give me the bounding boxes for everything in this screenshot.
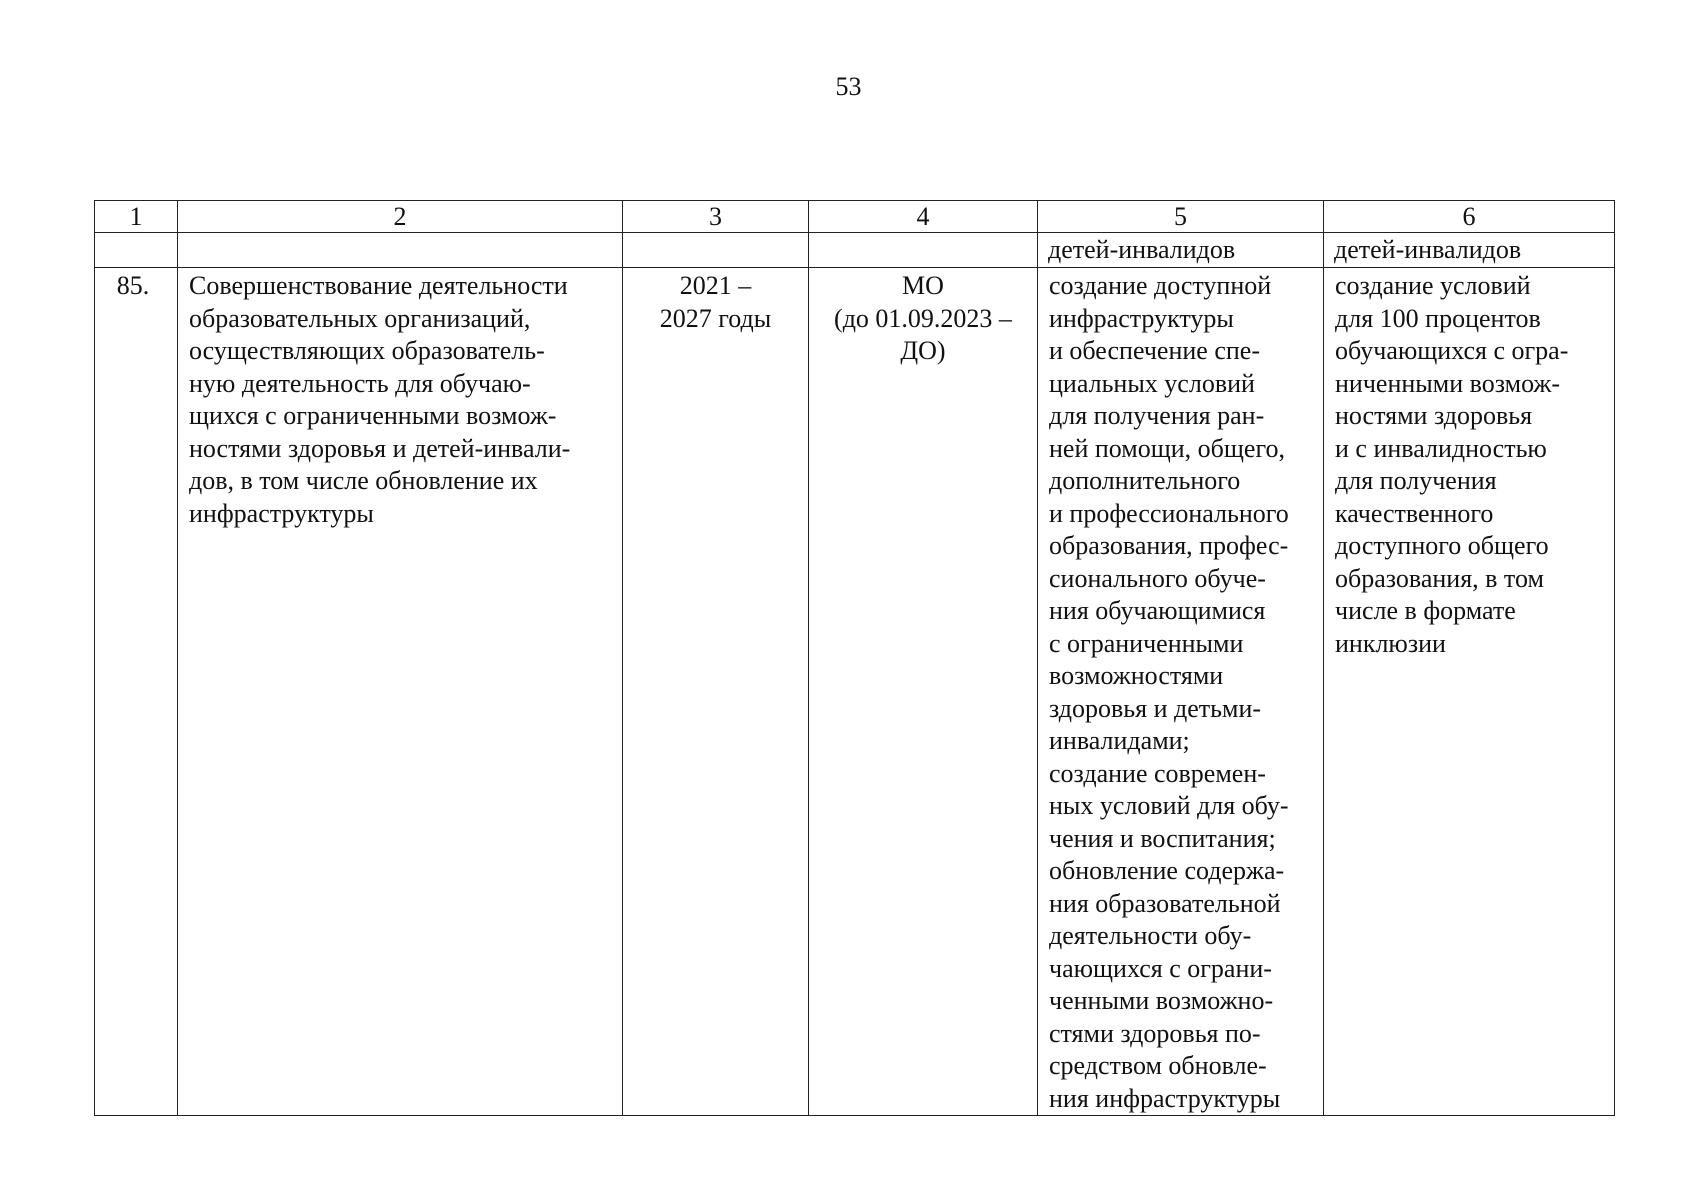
column-number: 5 (1038, 201, 1324, 233)
row-number: 85. (116, 271, 150, 300)
continuation-cell (95, 233, 178, 268)
event-cell (178, 268, 623, 1116)
continuation-cell: детей-инвалидов (1324, 233, 1615, 268)
column-number: 1 (95, 201, 178, 233)
row-number-cell (95, 268, 178, 1116)
responsible-cell (809, 268, 1038, 1116)
column-number-row (95, 201, 1615, 233)
continuation-cell (178, 233, 623, 268)
continuation-cell (809, 233, 1038, 268)
responsible-text: МО (до 01.09.2023 – ДО) (834, 271, 1012, 365)
period-text: 2021 – 2027 годы (659, 271, 772, 333)
column-number: 2 (178, 201, 623, 233)
measures-cell (1038, 268, 1324, 1116)
page-number: 53 (835, 72, 862, 101)
column-number: 3 (623, 201, 809, 233)
continuation-row (95, 233, 1615, 268)
table-row (95, 268, 1615, 1116)
event-text: Совершенствование деятельности образовательных организаций, осуществляющих образователь- ную деятельность для обучаю- щихся с ограниченными возмож- ностями здоровья и детей-инвали- дов, в том числе обновление их инфраструктуры (189, 271, 571, 528)
column-number: 6 (1324, 201, 1615, 233)
result-cell (1324, 268, 1615, 1116)
result-text: создание условий для 100 процентов обучающихся с огра- ниченными возмож- ностями здоровья и с инвалидностью для получения качественного доступного общего образования, в том числе в формате инклюзии (1335, 271, 1569, 658)
measures-text: создание доступной инфраструктуры и обеспечение спе- циальных условий для получения ран- ней помощи, общего, дополнительного и профессионального образования, профес- сионального обуче- ния обучающимися с ограниченными возможностями здоровья и детьми- инвалидами; создание современ- ных условий для обу- чения и воспитания; обновление содержа- ния образовательной деятельности обу- чающихся с ограни- ченными возможно- стями здоровья по- средством обновле- ния инфраструктуры (1049, 271, 1289, 1113)
column-number: 4 (809, 201, 1038, 233)
period-cell (623, 268, 809, 1116)
measures-table (94, 200, 1615, 1116)
continuation-cell (623, 233, 809, 268)
continuation-cell: детей-инвалидов (1038, 233, 1324, 268)
